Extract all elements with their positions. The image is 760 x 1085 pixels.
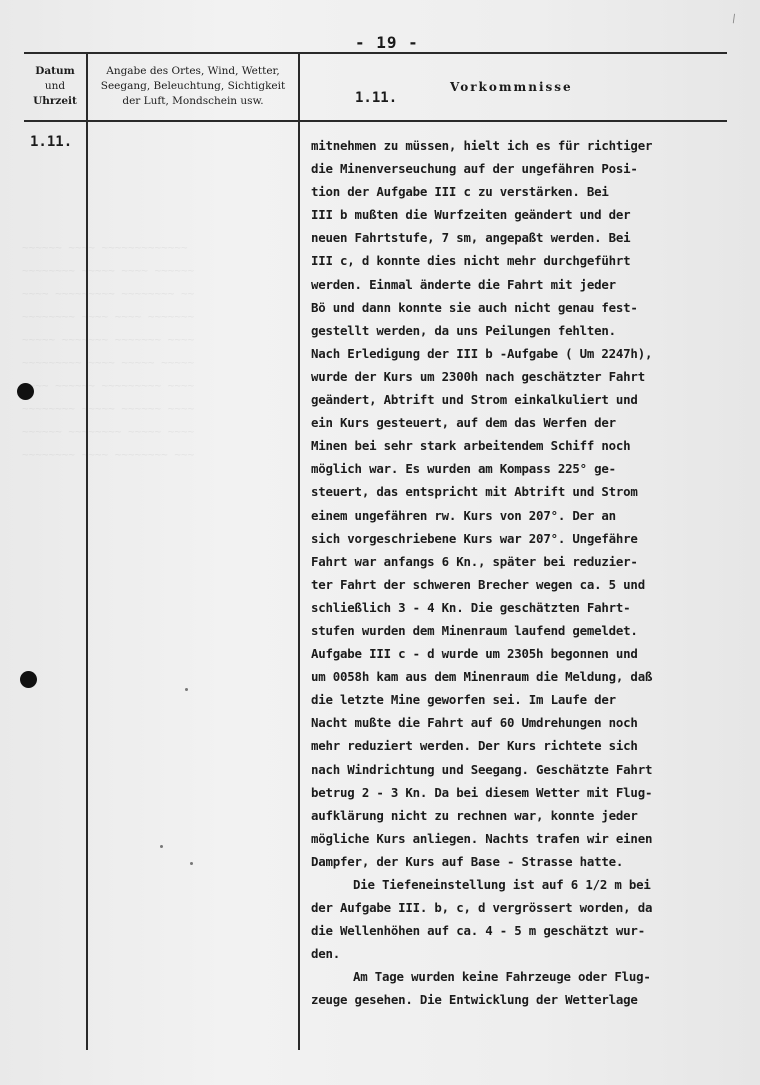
column-divider-2 bbox=[298, 53, 300, 1050]
text-line: um 0058h kam aus dem Minenraum die Meldung, daß bbox=[311, 669, 653, 685]
corner-mark: \ bbox=[729, 11, 739, 26]
header-ort-line2: Seegang, Beleuchtung, Sichtigkeit bbox=[100, 80, 286, 92]
text-line: geändert, Abtrift und Strom einkalkuliert und bbox=[311, 392, 638, 408]
text-line: zeuge gesehen. Die Entwicklung der Wetterlage bbox=[311, 992, 638, 1008]
page-number: - 19 - bbox=[355, 33, 419, 52]
text-line: Dampfer, der Kurs auf Base - Strasse hatte. bbox=[311, 853, 624, 869]
text-line: der Aufgabe III. b, c, d vergrössert worden, da bbox=[311, 900, 653, 916]
text-line: den. bbox=[311, 946, 341, 962]
punch-hole-lower bbox=[20, 671, 37, 688]
punch-hole-upper bbox=[17, 383, 34, 400]
text-line: die Minenverseuchung auf der ungefähren Posi- bbox=[311, 161, 638, 177]
text-line: sich vorgeschriebene Kurs war 207°. Ungefähre bbox=[311, 530, 638, 546]
text-line: einem ungefähren rw. Kurs von 207°. Der an bbox=[311, 507, 616, 523]
text-line: werden. Einmal änderte die Fahrt mit jeder bbox=[311, 276, 616, 292]
header-entry-date: 1.11. bbox=[355, 90, 398, 106]
text-line: betrug 2 - 3 Kn. Da bei diesem Wetter mit Flug- bbox=[311, 784, 653, 800]
text-line: aufklärung nicht zu rechnen war, konnte jeder bbox=[311, 807, 638, 823]
text-line: Nach Erledigung der III b -Aufgabe ( Um 2247h), bbox=[311, 345, 653, 361]
header-ort bbox=[90, 64, 296, 109]
text-line: wurde der Kurs um 2300h nach geschätzter Fahrt bbox=[311, 368, 645, 384]
text-line: neuen Fahrtstufe, 7 sm, angepaßt werden. Bei bbox=[311, 230, 631, 246]
entry-text bbox=[311, 134, 757, 1012]
bleed-through-left: ~~~~~~ ~~~~ ~~~~~~~~~~~~~ ~~~~~~~~ ~~~~~ ~~~~ ~~~~~~ ~~~~ ~~~~~~~~~ ~~~~~~~~ ~~ ~~~~~~~~ ~~~~ ~~~~ ~~~~~~~ ~~~~~ ~~~~~~~ ~~~~~~~ ~~~~ ~~~~~~~~~ ~~~~ ~~~~~ ~~~~~ ~~~~ ~~~~~~ ~~~~~~~~~ ~~~~ ~~~~~~~~ ~~~~~ ~~~~~~ ~~~~ ~~~~~~ ~~~~~~~~ ~~~~~ ~~~~ ~~~~~~~~ ~~~~ ~~~~~~~~ ~~~ bbox=[22, 241, 195, 461]
text-line: steuert, das entspricht mit Abtrift und Strom bbox=[311, 484, 638, 500]
table-top-rule bbox=[24, 52, 727, 54]
entry-date: 1.11. bbox=[30, 134, 73, 150]
column-divider-1 bbox=[86, 53, 88, 1050]
header-ort-line3: der Luft, Mondschein usw. bbox=[122, 95, 264, 107]
header-ort-line1: Angabe des Ortes, Wind, Wetter, bbox=[106, 65, 280, 77]
dust-speck bbox=[190, 862, 193, 865]
text-line: mitnehmen zu müssen, hielt ich es für richtiger bbox=[311, 138, 653, 153]
text-line: III b mußten die Wurfzeiten geändert und der bbox=[311, 207, 631, 223]
text-line: die letzte Mine geworfen sei. Im Laufe der bbox=[311, 692, 616, 708]
text-line: möglich war. Es wurden am Kompass 225° ge- bbox=[311, 461, 616, 477]
header-vorkommnisse: Vorkommnisse bbox=[450, 80, 573, 94]
text-line: nach Windrichtung und Seegang. Geschätzte Fahrt bbox=[311, 761, 653, 777]
text-line: Bö und dann konnte sie auch nicht genau fest- bbox=[311, 299, 638, 315]
text-line: tion der Aufgabe III c zu verstärken. Bei bbox=[311, 184, 609, 200]
text-line: III c, d konnte dies nicht mehr durchgeführt bbox=[311, 253, 631, 269]
text-line: mögliche Kurs anliegen. Nachts trafen wir einen bbox=[311, 830, 653, 846]
text-line: ter Fahrt der schweren Brecher wegen ca. 5 und bbox=[311, 576, 645, 592]
text-line: Am Tage wurden keine Fahrzeuge oder Flug- bbox=[353, 969, 651, 985]
text-line: Aufgabe III c - d wurde um 2305h begonnen und bbox=[311, 646, 638, 662]
text-line: schließlich 3 - 4 Kn. Die geschätzten Fahrt- bbox=[311, 599, 631, 615]
text-line: Fahrt war anfangs 6 Kn., später bei reduzier- bbox=[311, 553, 638, 569]
header-datum-line1: Datum bbox=[35, 65, 75, 77]
text-line: stufen wurden dem Minenraum laufend gemeldet. bbox=[311, 622, 638, 638]
text-line: Die Tiefeneinstellung ist auf 6 1/2 m bei bbox=[353, 877, 651, 892]
text-line: mehr reduziert werden. Der Kurs richtete sich bbox=[311, 738, 638, 754]
dust-speck bbox=[185, 688, 188, 691]
text-line: gestellt werden, da uns Peilungen fehlten. bbox=[311, 322, 616, 338]
text-line: ein Kurs gesteuert, auf dem das Werfen der bbox=[311, 415, 616, 431]
header-datum-line3: Uhrzeit bbox=[33, 95, 77, 107]
table-header-rule bbox=[24, 120, 727, 122]
text-line: Nacht mußte die Fahrt auf 60 Umdrehungen noch bbox=[311, 715, 638, 731]
header-datum-line2: und bbox=[44, 80, 66, 92]
text-line: die Wellenhöhen auf ca. 4 - 5 m geschätzt wur- bbox=[311, 923, 645, 939]
text-line: Minen bei sehr stark arbeitendem Schiff noch bbox=[311, 438, 631, 454]
dust-speck bbox=[160, 845, 163, 848]
header-datum bbox=[26, 64, 84, 109]
